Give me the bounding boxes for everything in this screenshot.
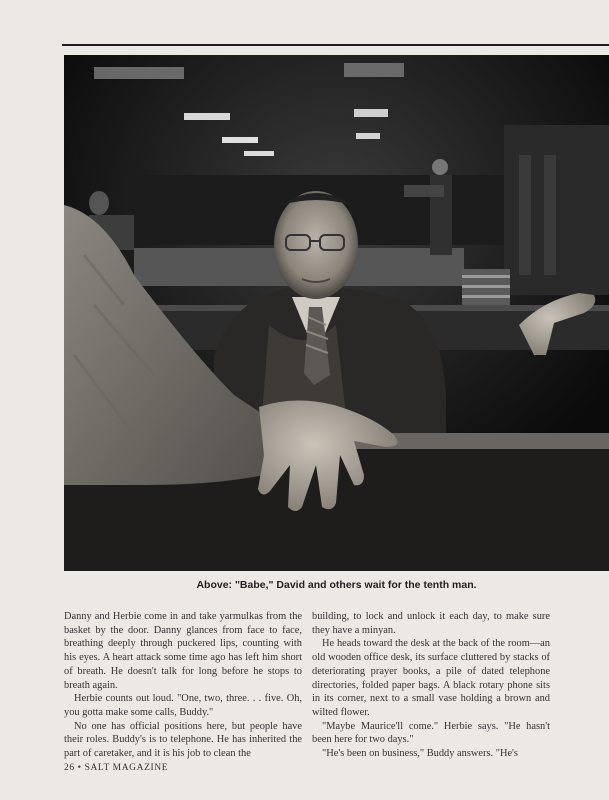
paragraph: "Maybe Maurice'll come." Herbie says. "He hasn't been here for two days."	[312, 720, 550, 746]
top-rule	[62, 44, 609, 46]
paragraph: He heads toward the desk at the back of the room—an old wooden office desk, its surface cluttered by stacks of deteriorating prayer books, a pile of dated telephone directories, folded paper bags. A black rotary phone sits in its corner, next to a small vase holding a brown and wilted flower.	[312, 638, 550, 718]
article-column-left	[64, 610, 302, 761]
paragraph: Danny and Herbie come in and take yarmulkas from the basket by the door. Danny glances from face to face, breathing deeply through puckered lips, counting with his eyes. A heart attack some time ago has left him short of breath. He doesn't talk for long before he stops to breath again.	[64, 611, 302, 691]
article-photo	[64, 55, 609, 571]
photo-caption: Above: "Babe," David and others wait for the tenth man.	[196, 579, 477, 591]
page-folio: 26 • SALT MAGAZINE	[64, 763, 169, 773]
paragraph: "He's been on business," Buddy answers. "He's	[322, 748, 518, 760]
paragraph: Herbie counts out loud. "One, two, three. . . five. Oh, you gotta make some calls, Buddy."	[64, 693, 302, 718]
paragraph: No one has official positions here, but people have their roles. Buddy's is to telephone. He has inherited the part of caretaker, and it is his job to clean the	[64, 720, 302, 760]
article-column-right	[312, 610, 550, 761]
paragraph: building, to lock and unlock it each day, to make sure they have a minyan.	[312, 611, 550, 636]
